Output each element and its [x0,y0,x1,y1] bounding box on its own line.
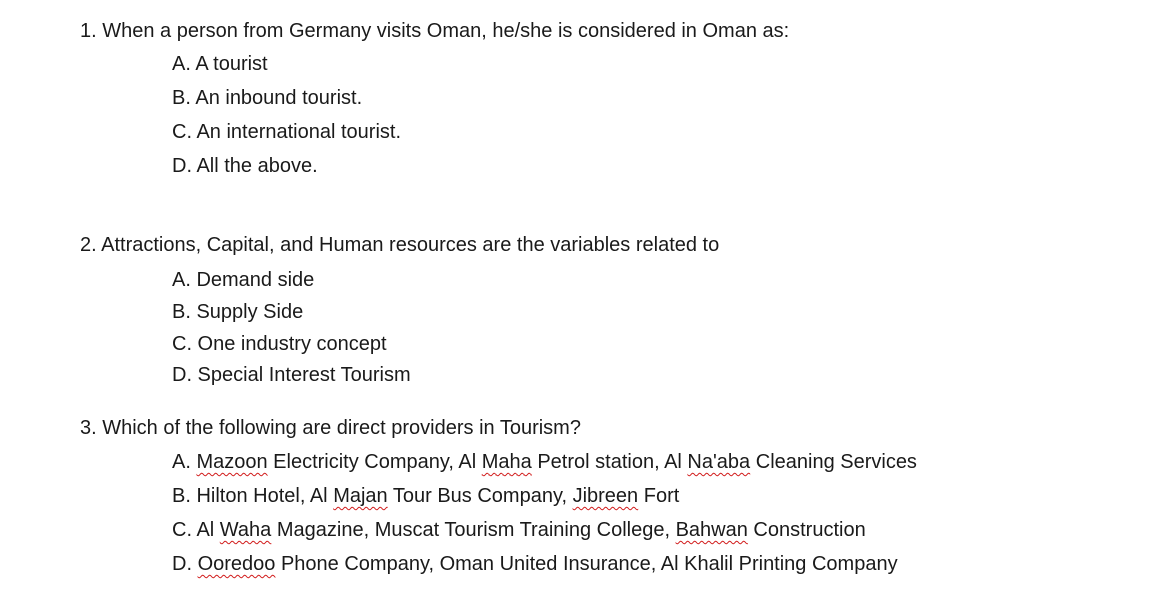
option-text: Petrol station, Al [531,451,688,473]
question-2-option-c: C. One industry concept [172,333,387,355]
question-1-option-d: D. All the above. [172,155,318,177]
question-3-option-c [172,518,866,542]
option-text: Fort [638,485,680,507]
misspelled-word[interactable]: Majan [333,485,388,507]
question-1: 1. When a person from Germany visits Oman, he/she is considered in Oman as: [80,20,790,42]
misspelled-word[interactable]: Bahwan [675,519,748,541]
option-text: Cleaning Services [750,451,917,473]
option-text: Construction [747,519,866,541]
question-2: 2. Attractions, Capital, and Human resources are the variables related to [80,234,720,256]
option-text: Phone Company, Oman United Insurance, Al Khalil Printing Company [275,553,898,575]
misspelled-word[interactable]: Maha [481,451,532,473]
question-3-option-b [172,484,679,508]
misspelled-word[interactable]: Na'aba [687,451,751,473]
question-3-option-d [172,552,898,576]
misspelled-word[interactable]: Mazoon [196,451,268,473]
question-1-option-b: B. An inbound tourist. [172,87,363,109]
option-text: B. Hilton Hotel, Al [172,485,334,507]
option-text: Electricity Company, Al [267,451,482,473]
question-2-option-a: A. Demand side [172,269,315,291]
question-3-option-a [172,450,917,474]
misspelled-word[interactable]: Waha [219,519,272,541]
option-text: C. Al [172,519,220,541]
misspelled-word[interactable]: Ooredoo [197,553,276,575]
question-3: 3. Which of the following are direct providers in Tourism? [80,417,581,439]
question-2-option-d: D. Special Interest Tourism [172,364,411,386]
question-2-option-b: B. Supply Side [172,301,304,323]
misspelled-word[interactable]: Jibreen [572,485,639,507]
option-text: Tour Bus Company, [387,485,573,507]
question-1-option-c: C. An international tourist. [172,121,402,143]
option-text: D. [172,553,198,575]
option-text: A. [172,451,197,473]
option-text: Magazine, Muscat Tourism Training College, [271,519,676,541]
question-1-option-a: A. A tourist [172,53,268,75]
